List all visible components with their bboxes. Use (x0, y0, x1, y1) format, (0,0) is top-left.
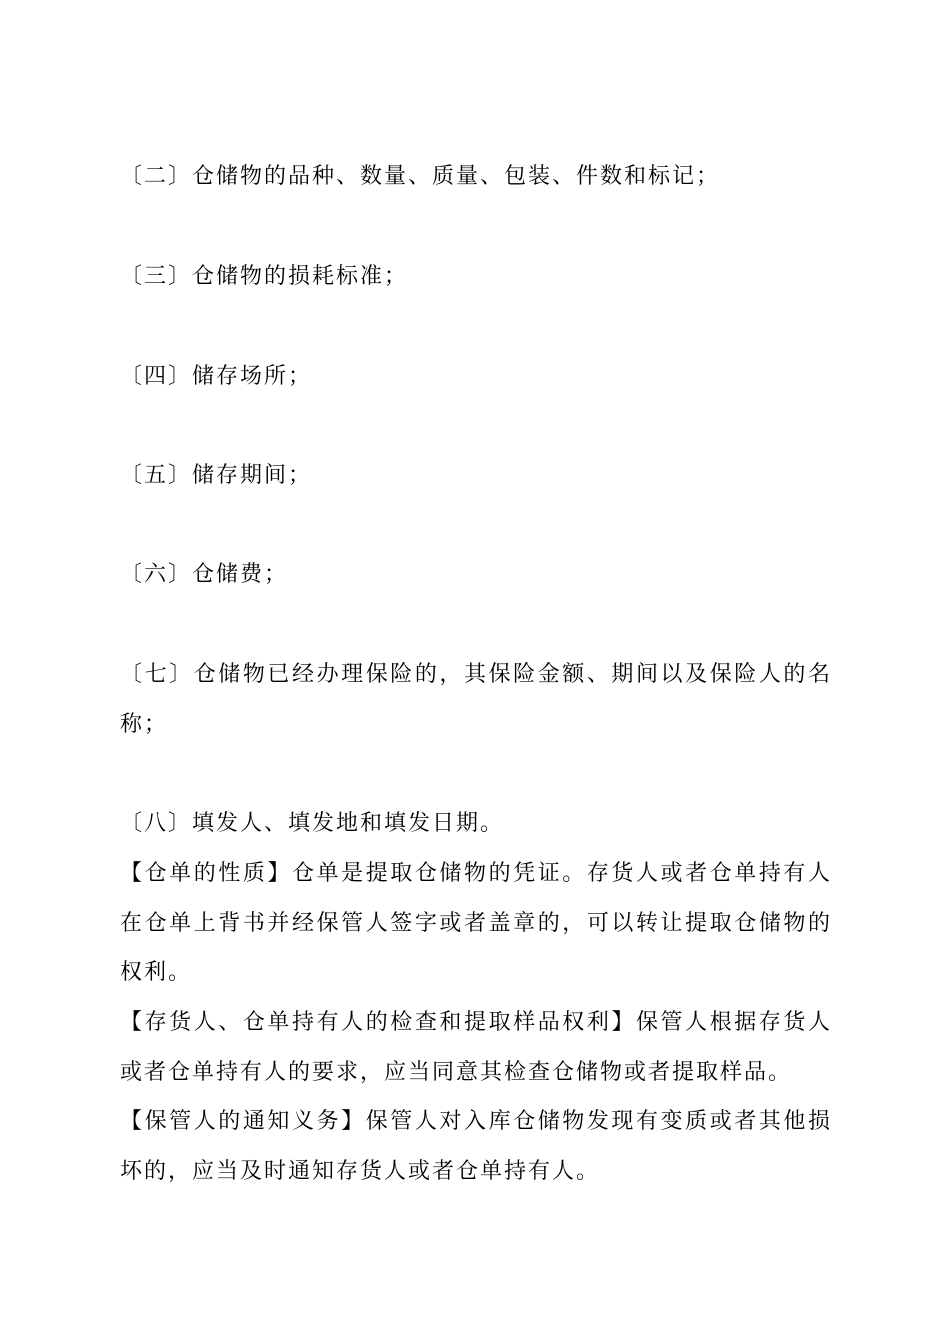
clause-4: 〔四〕储存场所； (120, 364, 313, 389)
inspection-rights-line-1: 【存货人、仓单持有人的检查和提取样品权利】保管人根据存货人 (120, 1010, 832, 1035)
warehouse-receipt-nature-line-2: 在仓单上背书并经保管人签字或者盖章的，可以转让提取仓储物的 (120, 911, 832, 936)
clause-7-line-2: 称； (120, 712, 169, 737)
clause-5: 〔五〕储存期间； (120, 463, 313, 488)
inspection-rights-line-2: 或者仓单持有人的要求，应当同意其检查仓储物或者提取样品。 (120, 1060, 793, 1085)
clause-8: 〔八〕填发人、填发地和填发日期。 (120, 811, 505, 836)
notification-duty-line-1: 【保管人的通知义务】保管人对入库仓储物发现有变质或者其他损 (120, 1109, 832, 1134)
warehouse-receipt-nature-line-3: 权利。 (120, 960, 193, 985)
clause-6: 〔六〕仓储费； (120, 562, 289, 587)
clause-2: 〔二〕仓储物的品种、数量、质量、包装、件数和标记； (120, 164, 721, 189)
clause-7-line-1: 〔七〕仓储物已经办理保险的，其保险金额、期间以及保险人的名 (120, 662, 832, 687)
warehouse-receipt-nature-line-1: 【仓单的性质】仓单是提取仓储物的凭证。存货人或者仓单持有人 (120, 861, 832, 886)
notification-duty-line-2: 坏的，应当及时通知存货人或者仓单持有人。 (120, 1159, 601, 1184)
clause-3: 〔三〕仓储物的损耗标准； (120, 264, 409, 289)
